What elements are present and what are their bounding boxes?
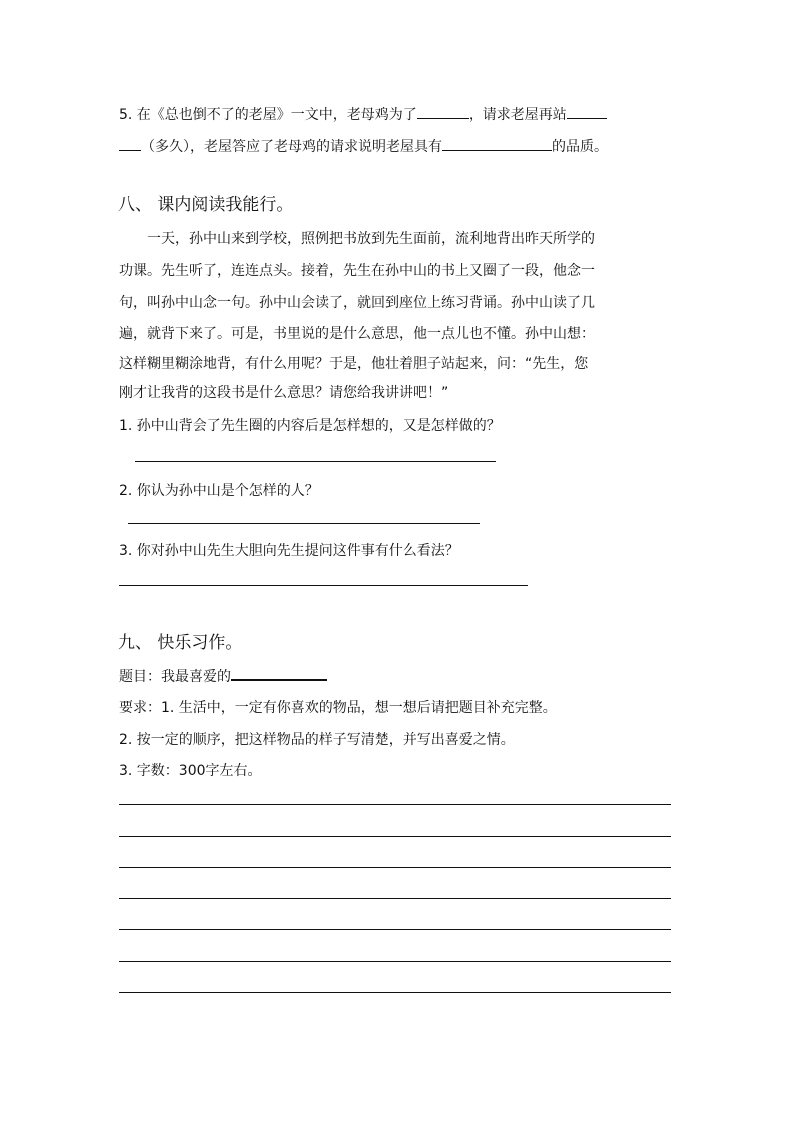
q5-blank-1[interactable] bbox=[417, 117, 469, 119]
question-2: 2. 你认为孙中山是个怎样的人？ bbox=[119, 483, 319, 499]
requirement-3: 3. 字数：300字左右。 bbox=[119, 763, 262, 779]
requirement-2: 2. 按一定的顺序，把这样物品的样子写清楚，并写出喜爱之情。 bbox=[119, 732, 515, 748]
q5-line-2 bbox=[119, 136, 608, 156]
q5-text-part1: 5. 在《总也倒不了的老屋》一文中，老母鸡为了 bbox=[119, 107, 417, 123]
q5-blank-2b[interactable] bbox=[119, 149, 141, 151]
q5-blank-3[interactable] bbox=[442, 149, 552, 151]
writing-line[interactable] bbox=[119, 898, 671, 899]
writing-line[interactable] bbox=[119, 992, 671, 993]
question-3: 3. 你对孙中山先生大胆向先生提问这件事有什么看法？ bbox=[119, 543, 459, 559]
section-8-title: 八、 课内阅读我能行。 bbox=[118, 195, 294, 215]
section-9-title: 九、 快乐习作。 bbox=[118, 633, 243, 653]
writing-line[interactable] bbox=[119, 929, 671, 930]
requirement-1: 要求：1. 生活中，一定有你喜欢的物品，想一想后请把题目补充完整。 bbox=[119, 700, 557, 716]
passage-line-5: 这样糊里糊涂地背，有什么用呢？于是，他壮着胆子站起来，问：“先生，您 bbox=[119, 356, 589, 372]
q5-text-part2: ，请求老屋再站 bbox=[468, 107, 567, 123]
question-1: 1. 孙中山背会了先生圈的内容后是怎样想的，又是怎样做的？ bbox=[119, 418, 501, 434]
q5-line-1 bbox=[119, 104, 607, 124]
q5-text-part3: （多久），老屋答应了老母鸡的请求说明老屋具有 bbox=[141, 139, 442, 155]
topic-label: 题目：我最喜爱的 bbox=[119, 669, 231, 685]
answer-line-q3[interactable] bbox=[119, 585, 528, 586]
answer-line-q1[interactable] bbox=[135, 461, 496, 462]
writing-line[interactable] bbox=[119, 961, 671, 962]
topic-line bbox=[119, 666, 327, 686]
passage-line-4: 遍，就背下来了。可是，书里说的是什么意思，他一点儿也不懂。孙中山想： bbox=[119, 326, 595, 342]
q5-blank-2a[interactable] bbox=[567, 117, 607, 119]
passage-line-1: 一天，孙中山来到学校，照例把书放到先生面前，流利地背出昨天所学的 bbox=[147, 231, 595, 247]
q5-text-part4: 的品质。 bbox=[552, 139, 608, 155]
topic-blank[interactable] bbox=[231, 678, 327, 681]
passage-line-3: 句，叫孙中山念一句。孙中山会读了，就回到座位上练习背诵。孙中山读了几 bbox=[119, 295, 595, 311]
writing-line[interactable] bbox=[119, 836, 671, 837]
passage-line-2: 功课。先生听了，连连点头。接着，先生在孙中山的书上又圈了一段，他念一 bbox=[119, 263, 595, 279]
writing-line[interactable] bbox=[119, 867, 671, 868]
writing-line[interactable] bbox=[119, 804, 671, 805]
passage-line-6: 刚才让我背的这段书是什么意思？请您给我讲讲吧！” bbox=[119, 385, 449, 401]
answer-line-q2[interactable] bbox=[128, 523, 480, 524]
